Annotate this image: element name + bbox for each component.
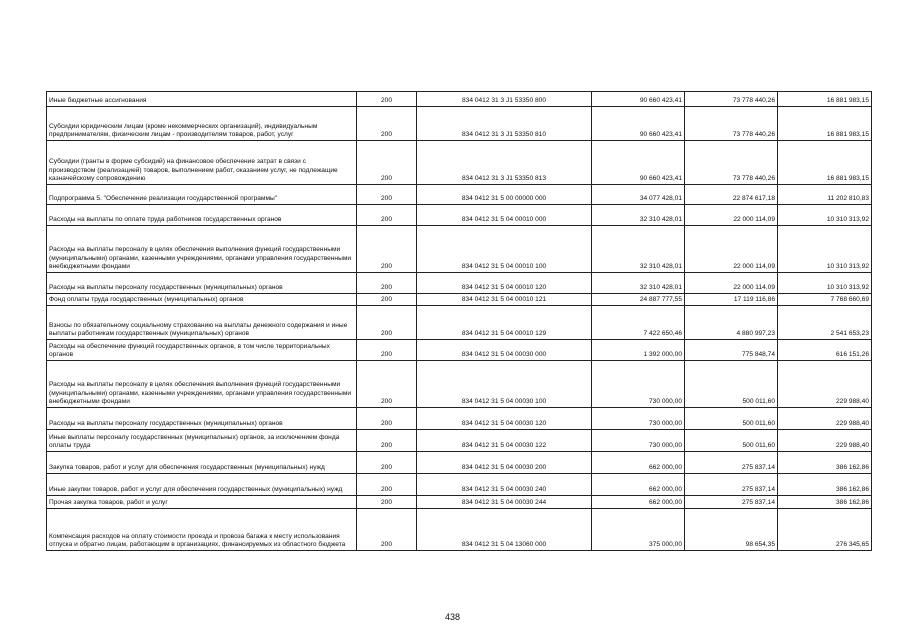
row-name: Субсидии юридическим лицам (кроме некоммерческих организаций), индивидуальным предпринимателям, физическим лицам - производителям товаров, работ, услуг [47,107,357,141]
row-unexecuted-amount: 10 310 313,92 [778,205,872,226]
table-row [47,141,872,185]
budget-report-sheet [46,91,869,551]
row-name: Расходы на выплаты персоналу в целях обеспечения выполнения функций государственными (муниципальными) органами, казенными учреждениями, органами управления государственными внебюджетными фондами [47,361,357,408]
table-row [47,408,872,430]
row-unexecuted-amount: 229 988,40 [778,408,872,430]
row-executed-amount: 500 011,60 [685,430,778,452]
table-body [47,92,872,551]
row-name: Расходы на выплаты персоналу в целях обеспечения выполнения функций государственными (муниципальными) органами, казенными учреждениями, органами управления государственными внебюджетными фондами [47,226,357,273]
row-code: 200 [357,141,417,185]
row-approved-amount: 730 000,00 [592,408,685,430]
row-code: 200 [357,205,417,226]
row-unexecuted-amount: 10 310 313,92 [778,273,872,294]
row-unexecuted-amount: 16 881 983,15 [778,141,872,185]
row-executed-amount: 73 778 440,26 [685,92,778,107]
budget-execution-table [46,91,872,551]
row-code: 200 [357,294,417,306]
row-unexecuted-amount: 386 162,86 [778,474,872,496]
row-code: 200 [357,226,417,273]
row-budget-code: 834 0412 31 5 04 00010 120 [417,273,592,294]
row-executed-amount: 17 119 116,86 [685,294,778,306]
row-budget-code: 834 0412 31 5 00 00000 000 [417,185,592,205]
row-unexecuted-amount: 616 151,26 [778,340,872,361]
row-unexecuted-amount: 10 310 313,92 [778,226,872,273]
row-name: Расходы на выплаты по оплате труда работников государственных органов [47,205,357,226]
row-code: 200 [357,92,417,107]
table-row [47,226,872,273]
row-unexecuted-amount: 16 881 983,15 [778,107,872,141]
row-executed-amount: 500 011,60 [685,361,778,408]
row-approved-amount: 24 887 777,55 [592,294,685,306]
row-executed-amount: 73 778 440,26 [685,107,778,141]
row-name: Иные бюджетные ассигнования [47,92,357,107]
row-approved-amount: 32 310 428,01 [592,226,685,273]
row-budget-code: 834 0412 31 5 04 00030 100 [417,361,592,408]
row-unexecuted-amount: 276 345,65 [778,509,872,551]
row-name: Иные выплаты персоналу государственных (муниципальных) органов, за исключением фонда оплаты труда [47,430,357,452]
row-executed-amount: 275 837,14 [685,474,778,496]
row-code: 200 [357,430,417,452]
row-approved-amount: 32 310 428,01 [592,273,685,294]
row-budget-code: 834 0412 31 5 04 13060 000 [417,509,592,551]
table-row [47,294,872,306]
row-budget-code: 834 0412 31 5 04 00030 244 [417,496,592,509]
row-code: 200 [357,452,417,474]
row-unexecuted-amount: 229 988,40 [778,361,872,408]
page-number: 438 [444,612,461,622]
row-budget-code: 834 0412 31 5 04 00010 100 [417,226,592,273]
row-name: Компенсация расходов на оплату стоимости проезда и провоза багажа к месту использования отпуска и обратно лицам, работающим в организациях, финансируемых из областного бюджета [47,509,357,551]
row-approved-amount: 662 000,00 [592,452,685,474]
row-code: 200 [357,340,417,361]
row-code: 200 [357,408,417,430]
row-budget-code: 834 0412 31 5 04 00030 000 [417,340,592,361]
row-name: Субсидии (гранты в форме субсидий) на финансовое обеспечение затрат в связи с производством (реализацией) товаров, выполнением работ, оказанием услуг, не подлежащие казначейскому сопровождению [47,141,357,185]
row-unexecuted-amount: 229 988,40 [778,430,872,452]
row-approved-amount: 1 392 000,00 [592,340,685,361]
row-name: Подпрограмма 5. "Обеспечение реализации государственной программы" [47,185,357,205]
table-row [47,496,872,509]
row-executed-amount: 22 000 114,09 [685,205,778,226]
table-row [47,430,872,452]
table-row [47,273,872,294]
row-executed-amount: 22 000 114,09 [685,226,778,273]
row-executed-amount: 500 011,60 [685,408,778,430]
row-approved-amount: 90 660 423,41 [592,107,685,141]
row-approved-amount: 662 000,00 [592,474,685,496]
row-executed-amount: 22 000 114,09 [685,273,778,294]
row-approved-amount: 90 660 423,41 [592,92,685,107]
row-approved-amount: 7 422 650,46 [592,306,685,340]
row-executed-amount: 22 874 617,18 [685,185,778,205]
row-executed-amount: 275 837,14 [685,452,778,474]
row-approved-amount: 730 000,00 [592,361,685,408]
row-unexecuted-amount: 2 541 653,23 [778,306,872,340]
row-budget-code: 834 0412 31 5 04 00030 240 [417,474,592,496]
row-unexecuted-amount: 11 202 810,83 [778,185,872,205]
row-executed-amount: 98 654,35 [685,509,778,551]
row-budget-code: 834 0412 31 5 04 00030 200 [417,452,592,474]
row-unexecuted-amount: 386 162,86 [778,452,872,474]
row-budget-code: 834 0412 31 5 04 00010 121 [417,294,592,306]
row-code: 200 [357,474,417,496]
row-code: 200 [357,107,417,141]
row-approved-amount: 730 000,00 [592,430,685,452]
table-row [47,509,872,551]
row-budget-code: 834 0412 31 3 J1 53350 813 [417,141,592,185]
row-approved-amount: 662 000,00 [592,496,685,509]
row-name: Фонд оплаты труда государственных (муниципальных) органов [47,294,357,306]
table-row [47,205,872,226]
row-name: Взносы по обязательному социальному страхованию на выплаты денежного содержания и иные выплаты работникам государственных (муниципальных) органов [47,306,357,340]
row-approved-amount: 34 077 428,01 [592,185,685,205]
row-code: 200 [357,361,417,408]
row-budget-code: 834 0412 31 5 04 00010 129 [417,306,592,340]
row-code: 200 [357,273,417,294]
table-row [47,92,872,107]
table-row [47,306,872,340]
row-name: Иные закупки товаров, работ и услуг для обеспечения государственных (муниципальных) нужд [47,474,357,496]
row-budget-code: 834 0412 31 3 J1 53350 800 [417,92,592,107]
row-code: 200 [357,306,417,340]
row-unexecuted-amount: 7 768 660,69 [778,294,872,306]
row-name: Расходы на выплаты персоналу государственных (муниципальных) органов [47,273,357,294]
row-code: 200 [357,496,417,509]
row-budget-code: 834 0412 31 3 J1 53350 810 [417,107,592,141]
row-approved-amount: 375 000,00 [592,509,685,551]
table-row [47,474,872,496]
row-approved-amount: 32 310 428,01 [592,205,685,226]
row-name: Прочая закупка товаров, работ и услуг [47,496,357,509]
row-name: Расходы на обеспечение функций государственных органов, в том числе территориальных органов [47,340,357,361]
row-executed-amount: 775 848,74 [685,340,778,361]
row-budget-code: 834 0412 31 5 04 00030 122 [417,430,592,452]
row-name: Расходы на выплаты персоналу государственных (муниципальных) органов [47,408,357,430]
table-row [47,185,872,205]
row-code: 200 [357,185,417,205]
table-row [47,340,872,361]
table-row [47,452,872,474]
row-approved-amount: 90 660 423,41 [592,141,685,185]
row-executed-amount: 275 837,14 [685,496,778,509]
row-executed-amount: 4 880 997,23 [685,306,778,340]
row-unexecuted-amount: 386 162,86 [778,496,872,509]
row-executed-amount: 73 778 440,26 [685,141,778,185]
row-unexecuted-amount: 16 881 983,15 [778,92,872,107]
table-row [47,361,872,408]
table-row [47,107,872,141]
row-name: Закупка товаров, работ и услуг для обеспечения государственных (муниципальных) нужд [47,452,357,474]
row-budget-code: 834 0412 31 5 04 00010 000 [417,205,592,226]
row-budget-code: 834 0412 31 5 04 00030 120 [417,408,592,430]
row-code: 200 [357,509,417,551]
